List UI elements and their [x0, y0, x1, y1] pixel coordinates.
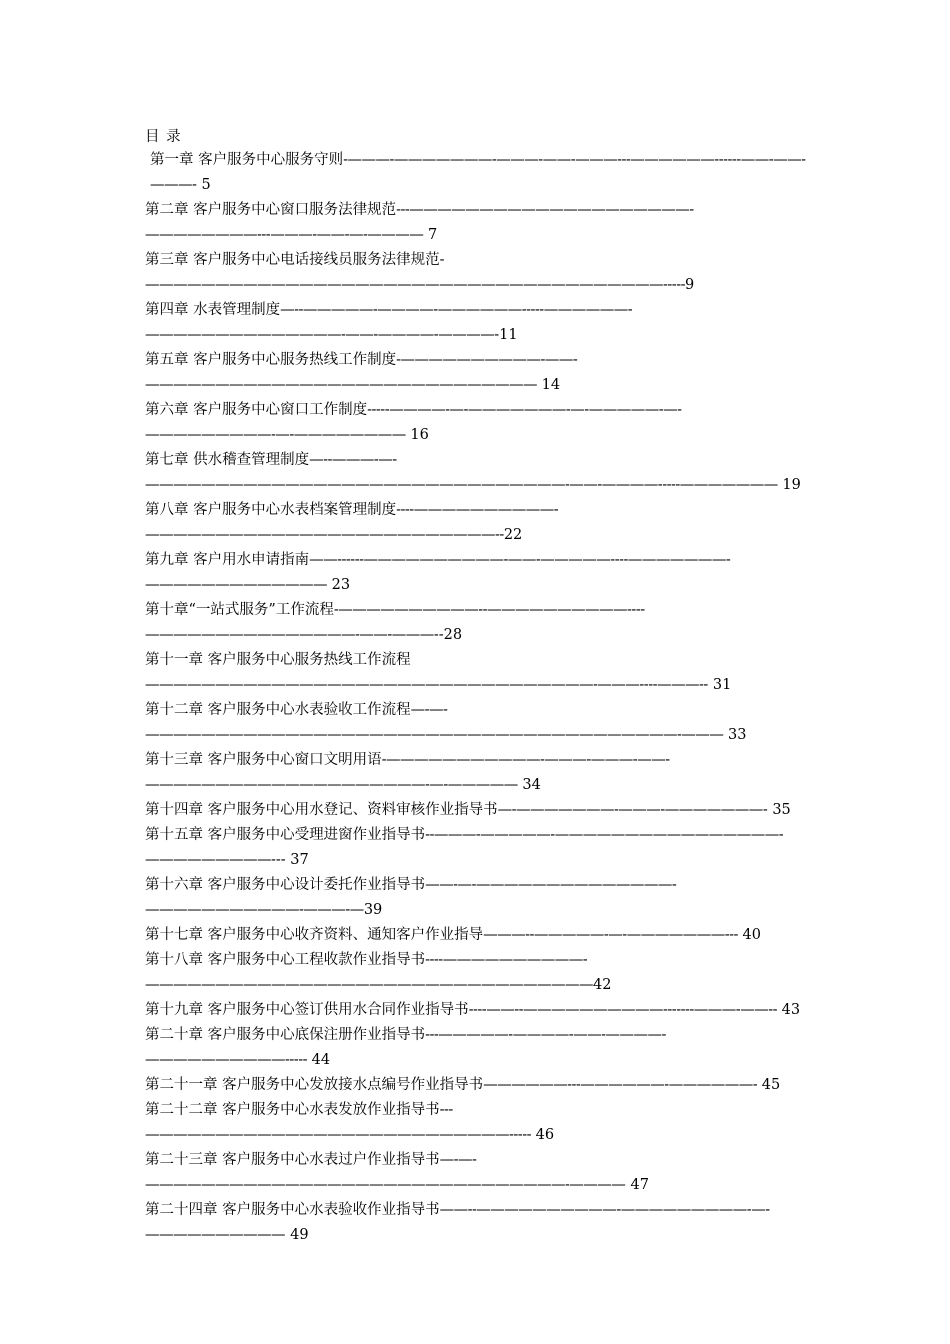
toc-entry-title: 第十七章 客户服务中心收齐资料、通知客户作业指导	[145, 927, 484, 943]
toc-entry-leader: —-—-——————————————————————————————————————-———	[145, 702, 724, 743]
toc-entry-leader: -——————————-——-————————————————————————————	[145, 352, 578, 393]
toc-entry-leader: -———————————-———-———-——-————————————————————-—-—————	[145, 752, 670, 793]
toc-entry-title: 第十一章 客户服务中心服务热线工作流程	[145, 652, 411, 668]
toc-entry[interactable]	[145, 148, 807, 198]
toc-entry[interactable]	[145, 248, 807, 298]
toc-entry-leader: —-———————-———-———————	[497, 802, 763, 818]
toc-entry-page-number: --- 37	[271, 852, 309, 868]
toc-entry-leader: ----——————————-————————————————————————————————	[145, 952, 593, 993]
toc-entry[interactable]	[145, 498, 807, 548]
toc-entry-leader: ----——————————-—————————————————————————--	[145, 502, 559, 543]
toc-entry-page-number: 7	[423, 227, 438, 243]
toc-entry-title: 第十三章 客户服务中心窗口文明用语	[145, 752, 382, 768]
toc-entry-page-number: 9	[685, 277, 695, 293]
toc-entry-page-number: 44	[307, 1052, 331, 1068]
toc-entry[interactable]	[145, 1198, 807, 1248]
toc-entry-page-number: -11	[494, 327, 518, 343]
toc-entry-page-number: 22	[503, 527, 523, 543]
toc-entry-leader: —--—————-————-——————-----——————-——————————————-——-————-————	[145, 302, 633, 343]
toc-entry-leader: -----————-—-———————-—-—————-—-—————————-—-————————	[145, 402, 682, 443]
toc-entry-title: 第十六章 客户服务中心设计委托作业指导书	[145, 877, 426, 893]
toc-entry-leader: ————————————————————————————————-———----———-	[145, 677, 704, 693]
toc-entry[interactable]	[145, 548, 807, 598]
toc-entry-leader: ---————————————————————-————————---———-——-—-————	[145, 202, 694, 243]
toc-entry[interactable]	[145, 448, 807, 498]
toc-entry-page-number: 39	[363, 902, 383, 918]
toc-entry[interactable]	[145, 1023, 807, 1073]
toc-list	[145, 148, 807, 1248]
toc-entry-title: 第七章 供水稽查管理制度	[145, 452, 310, 468]
toc-entry-title: 第十九章 客户服务中心签订供用水合同作业指导书	[145, 1002, 469, 1018]
toc-entry[interactable]	[145, 1073, 807, 1098]
toc-entry-title: 第六章 客户服务中心窗口工作制度	[145, 402, 368, 418]
toc-entry[interactable]	[145, 748, 807, 798]
toc-entry[interactable]	[145, 1148, 807, 1198]
toc-entry-leader: ——--——————————-—————————-—-—————————	[145, 1202, 770, 1243]
toc-entry[interactable]	[145, 198, 807, 248]
toc-entry[interactable]	[145, 398, 807, 448]
toc-entry[interactable]	[145, 298, 807, 348]
toc-entry-leader: -——————————--——————————----———————————————-——-———	[145, 602, 645, 643]
toc-entry-leader: -———-———————-———-——-———---——————------——-——-———	[150, 152, 806, 193]
toc-entry-page-number: 23	[327, 577, 351, 593]
toc-entry[interactable]	[145, 798, 807, 823]
toc-entry-page-number: 42	[593, 977, 612, 993]
document-page	[145, 126, 807, 1248]
toc-entry-leader: —--———-—-——————————————————————————————-——-————-----———————	[145, 452, 778, 493]
toc-entry-title: 第二十二章 客户服务中心水表发放作业指导书	[145, 1102, 440, 1118]
toc-entry-title: 第十二章 客户服务中心水表验收工作流程	[145, 702, 411, 718]
toc-entry-leader: -—————————————————————————————————————-----	[145, 252, 685, 293]
toc-title: 目 录	[145, 129, 182, 145]
toc-entry[interactable]	[145, 348, 807, 398]
toc-entry-page-number: 40	[737, 927, 761, 943]
toc-entry[interactable]	[145, 923, 807, 948]
toc-entry-title: 第十四章 客户服务中心用水登记、资料审核作业指导书	[145, 802, 498, 818]
toc-entry-title: 第九章 客户用水申请指南	[145, 552, 310, 568]
toc-entry-title: 第十八章 客户服务中心工程收款作业指导书	[145, 952, 426, 968]
toc-entry-leader: --———-—————-————————————————-—————————	[145, 827, 784, 868]
toc-entry[interactable]	[145, 998, 807, 1023]
toc-entry-title: 第二十一章 客户服务中心发放接水点编号作业指导书	[145, 1077, 484, 1093]
toc-entry-title: 第二十四章 客户服务中心水表验收作业指导书	[145, 1202, 440, 1218]
toc-entry-page-number: 43	[777, 1002, 801, 1018]
toc-entry-page-number: 33	[723, 727, 747, 743]
toc-entry[interactable]	[145, 698, 807, 748]
toc-entry-page-number: 45	[757, 1077, 781, 1093]
toc-entry-title: 第五章 客户服务中心服务热线工作制度	[145, 352, 397, 368]
toc-entry[interactable]	[145, 948, 807, 998]
toc-entry-page-number: 34	[517, 777, 541, 793]
toc-entry-title: 第十章“一站式服务”工作流程	[145, 602, 334, 618]
toc-entry[interactable]	[145, 823, 807, 873]
toc-entry-page-number: --28	[433, 627, 463, 643]
toc-entry-page-number: 14	[537, 377, 561, 393]
toc-entry-title: 第一章 客户服务中心服务守则	[150, 152, 344, 168]
toc-entry-title: 第二十三章 客户服务中心水表过户作业指导书	[145, 1152, 440, 1168]
toc-entry-leader: ——------——————————-——-—————----———————-—————————————	[145, 552, 731, 593]
toc-entry-title: 第十五章 客户服务中心受理进窗作业指导书	[145, 827, 426, 843]
toc-entry-page-number: 16	[405, 427, 429, 443]
toc-entry-leader: —-—-——————————————————————————————-———	[145, 1152, 612, 1193]
toc-entry-page-number: - 35	[762, 802, 791, 818]
toc-entry-leader: ——-—-——————————————-———————————-———-—	[145, 877, 677, 918]
toc-entry-page-number: — 49	[271, 1227, 309, 1243]
toc-entry-leader: ---—————-————-——-————-——————————-----	[145, 1027, 666, 1068]
toc-entry[interactable]	[145, 1098, 807, 1148]
toc-entry-leader: ----——--——————————-------———-——--	[468, 1002, 777, 1018]
toc-entry-leader: ———--—————-—-———————---	[483, 927, 738, 943]
toc-entry-title: 第二章 客户服务中心窗口服务法律规范	[145, 202, 397, 218]
toc-entry-page-number: - 31	[703, 677, 732, 693]
toc-entry-title: 第八章 客户服务中心水表档案管理制度	[145, 502, 397, 518]
toc-entry-leader: ---——————————————————————————-----	[145, 1102, 531, 1143]
toc-entry-page-number: 19	[777, 477, 801, 493]
toc-entry[interactable]	[145, 598, 807, 648]
toc-entry[interactable]	[145, 873, 807, 923]
toc-entry[interactable]	[145, 648, 807, 698]
toc-entry-page-number: — 47	[611, 1177, 649, 1193]
toc-entry-title: 第三章 客户服务中心电话接线员服务法律规范	[145, 252, 440, 268]
toc-entry-page-number: 46	[531, 1127, 555, 1143]
toc-entry-title: 第四章 水表管理制度	[145, 302, 281, 318]
toc-entry-page-number: - 5	[192, 177, 211, 193]
toc-entry-title: 第二十章 客户服务中心底保注册作业指导书	[145, 1027, 426, 1043]
toc-entry-leader: ——————---——————-——————-	[483, 1077, 758, 1093]
